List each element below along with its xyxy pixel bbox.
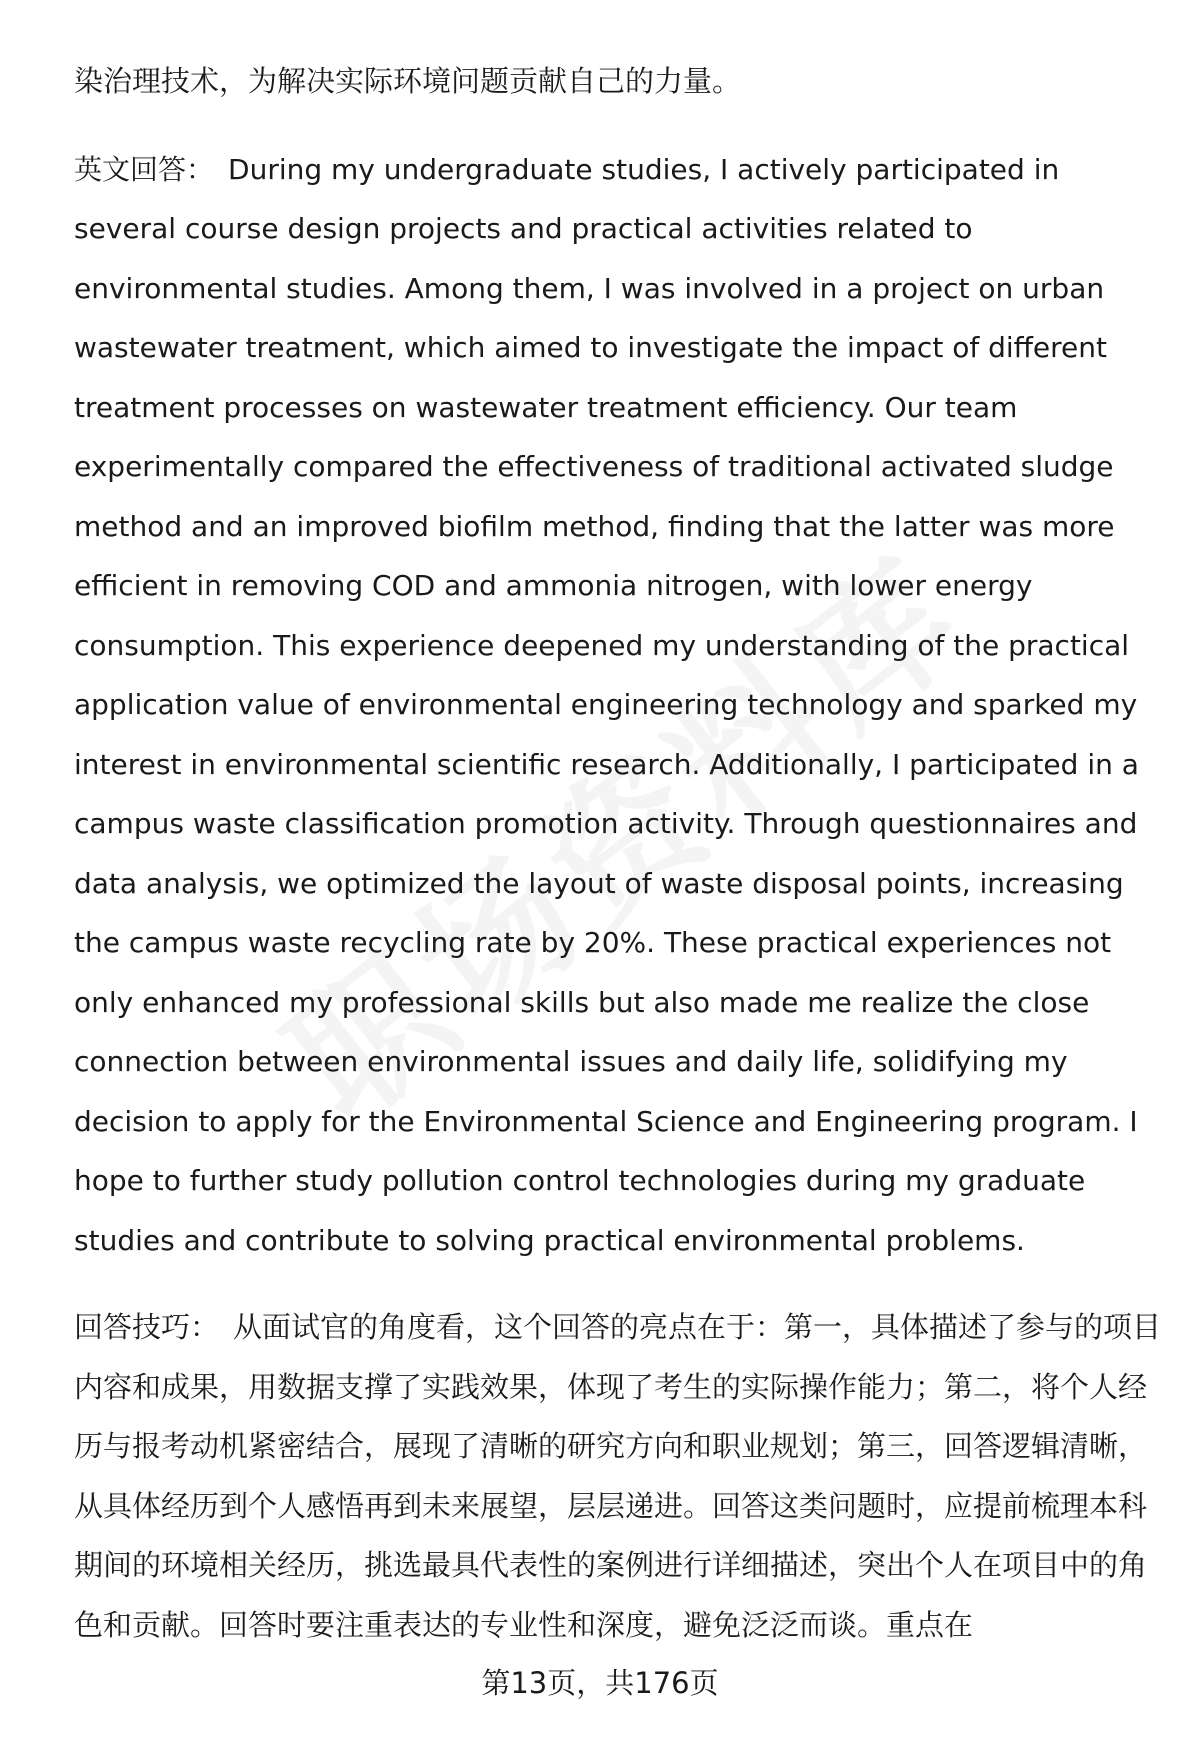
- paragraph-continued-chinese: 染治理技术，为解决实际环境问题贡献自己的力量。: [74, 64, 742, 98]
- english-answer-text: During my undergraduate studies, I actively participated in several course design projects and practical activities related to environmental studies. Among them, I was involved in a project on urban wastewater treatment, which aimed to investigate the impact of different treatment processes on wastewater treatment efficiency. Our team experimentally compared the effectiveness of traditional activated sludge method and an improved biofilm method, finding that the latter was more efficient in removing COD and ammonia nitrogen, with lower energy consumption. This experience deepened my understanding of the practical application value of environmental engineering technology and sparked my interest in environmental scientific research. Additionally, I participated in a campus waste classification promotion activity. Through questionnaires and data analysis, we optimized the layout of waste disposal points, increasing the campus waste recycling rate by 20%. These practical experiences not only enhanced my professional skills but also made me realize the close connection between environmental issues and daily life, solidifying my decision to apply for the Environmental Science and Engineering program. I hope to further study pollution control technologies during my graduate studies and contribute to solving practical environmental problems.: [74, 152, 1139, 1257]
- answer-tips-paragraph: [74, 1298, 1166, 1655]
- answer-tips-text: 从面试官的角度看，这个回答的亮点在于：第一，具体描述了参与的项目内容和成果，用数据支撑了实践效果，体现了考生的实际操作能力；第二，将个人经历与报考动机紧密结合，展现了清晰的研究方向和职业规划；第三，回答逻辑清晰，从具体经历到个人感悟再到未来展望，层层递进。回答这类问题时，应提前梳理本科期间的环境相关经历，挑选最具代表性的案例进行详细描述，突出个人在项目中的角色和贡献。回答时要注重表达的专业性和深度，避免泛泛而谈。重点在: [74, 1310, 1162, 1642]
- page-indicator: 第13页，共176页: [481, 1666, 719, 1700]
- english-answer-label: 英文回答：: [74, 152, 215, 186]
- answer-tips-label: 回答技巧：: [74, 1310, 220, 1344]
- english-answer-paragraph: [74, 140, 1166, 1271]
- document-body: [74, 52, 1166, 1655]
